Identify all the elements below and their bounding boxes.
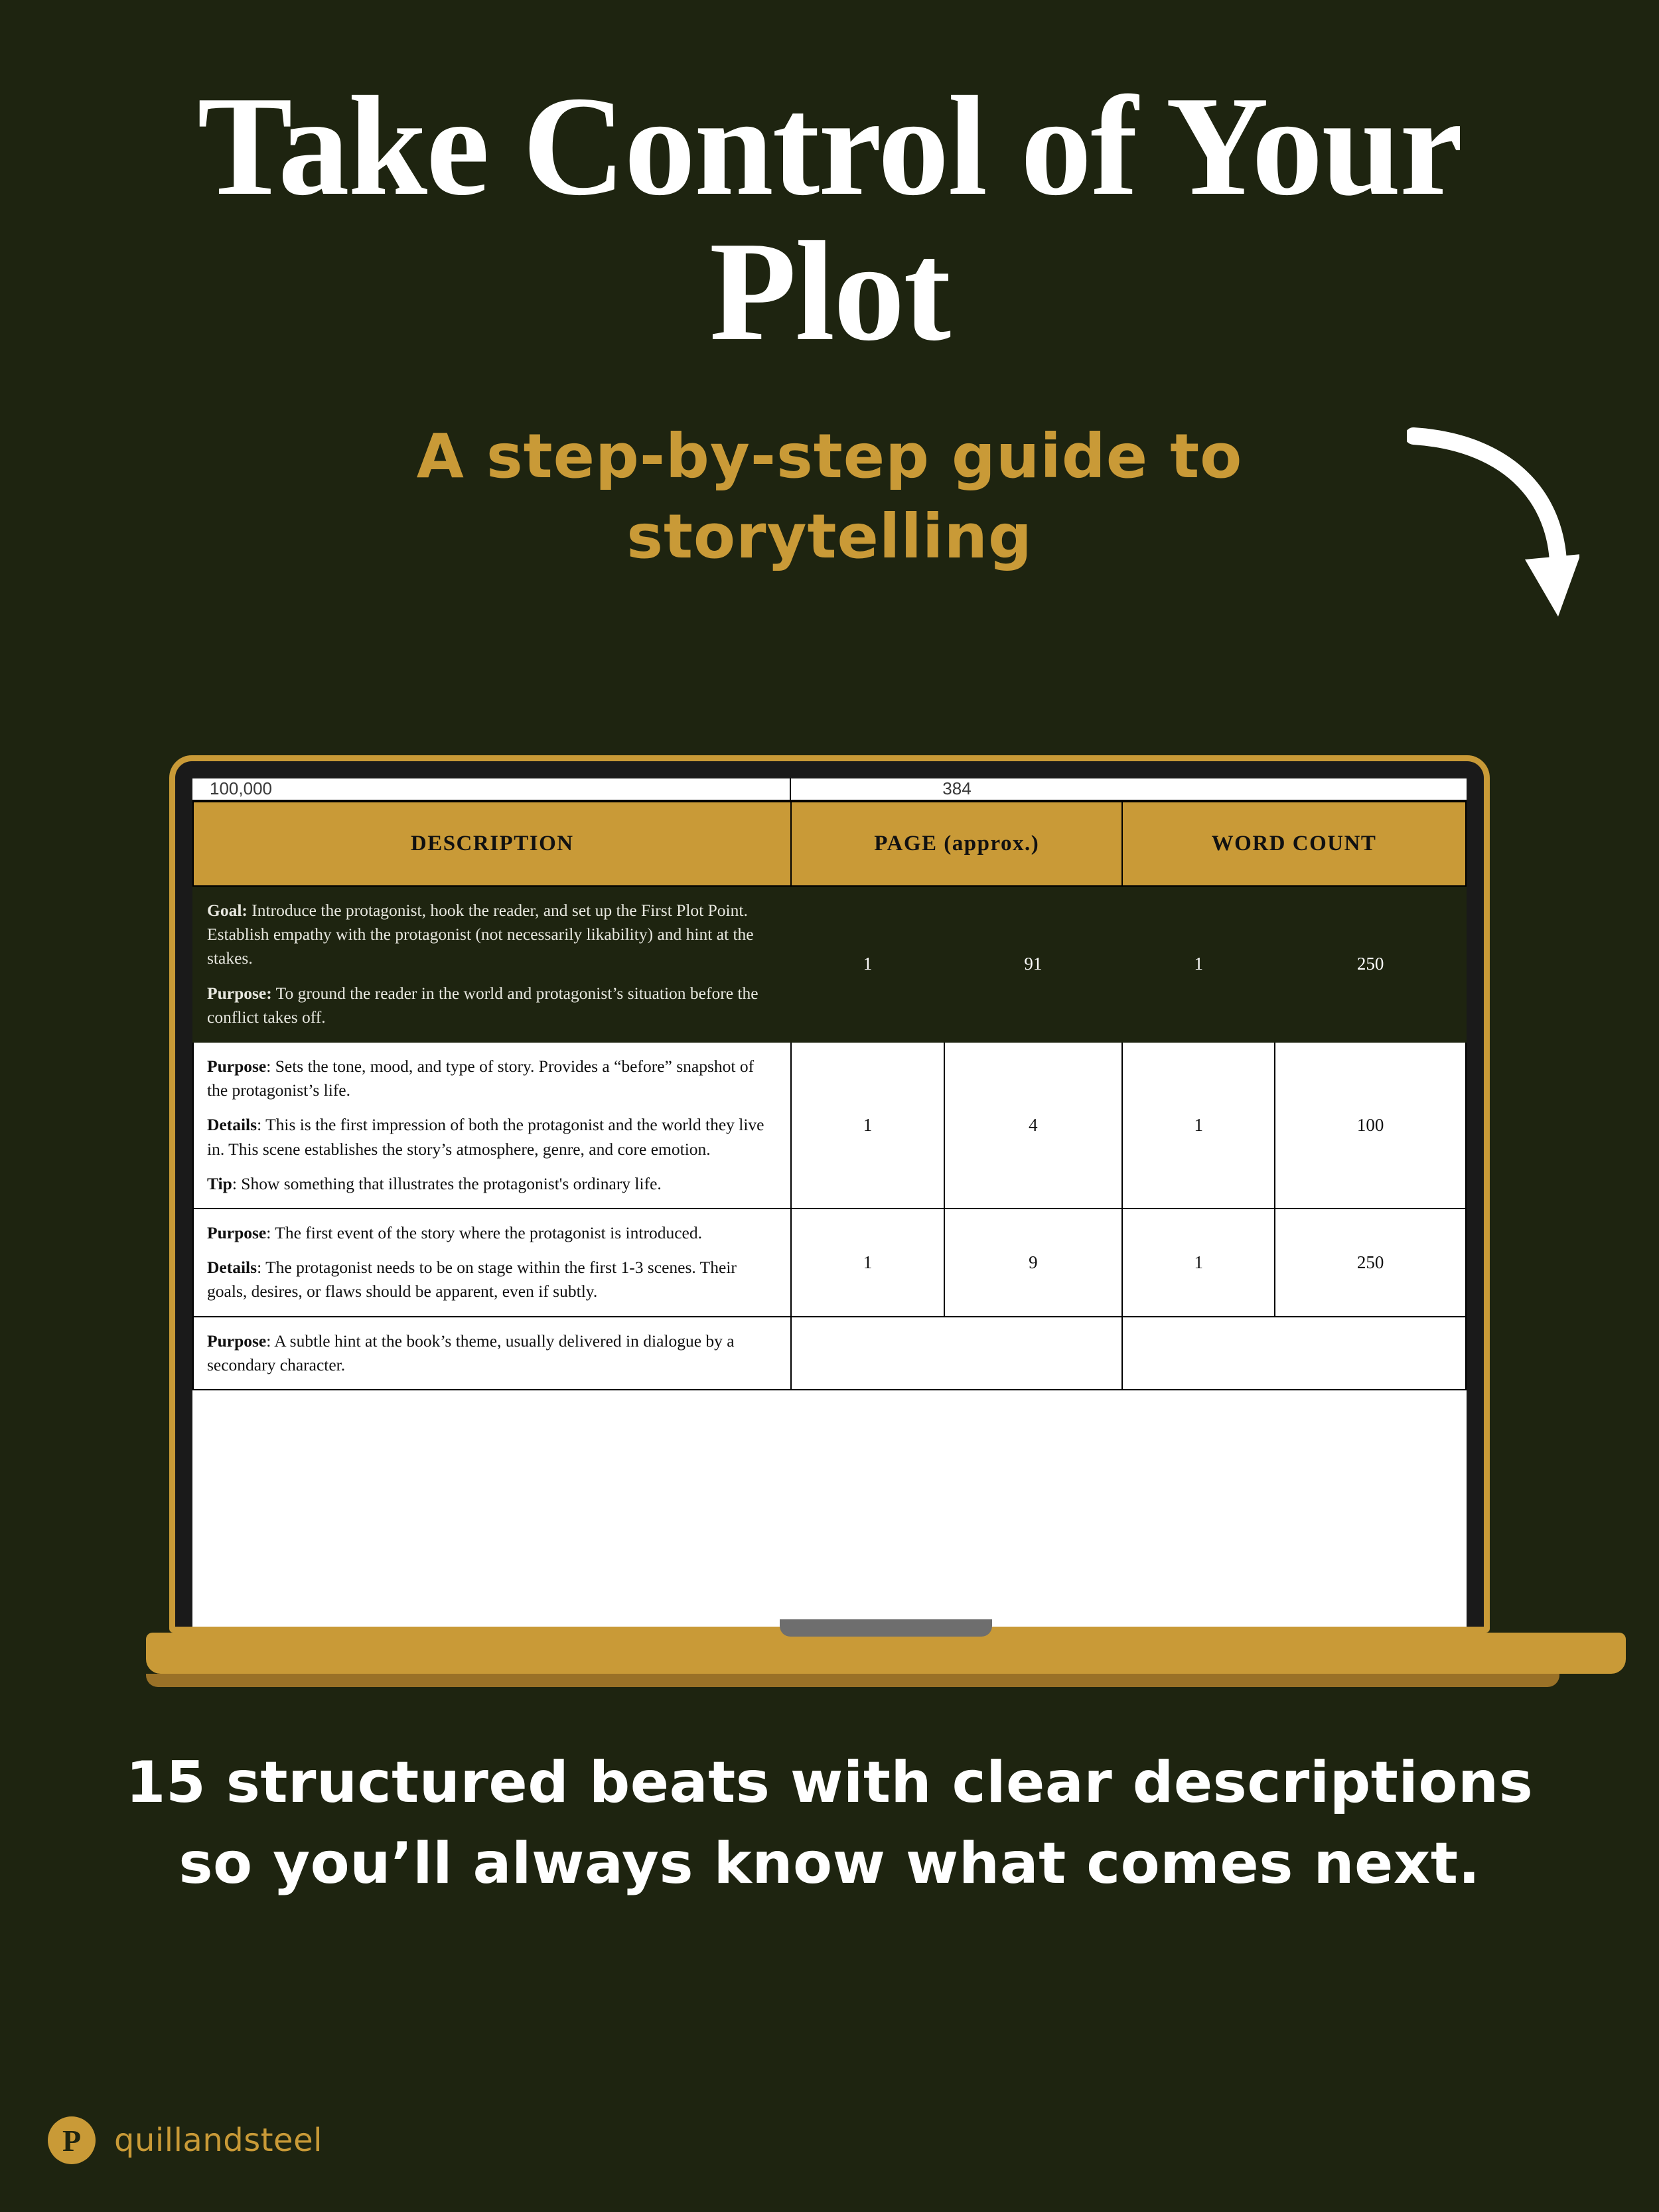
- desc-block: [207, 1113, 777, 1161]
- desc-label: Goal:: [207, 901, 248, 920]
- column-header-word-count[interactable]: WORD COUNT: [1122, 802, 1466, 886]
- cell-page-from: 1: [791, 1042, 944, 1209]
- cell-words-from: 1: [1122, 1042, 1275, 1209]
- sheet-top-strip: [192, 778, 1467, 801]
- desc-text: : A subtle hint at the book’s theme, usually delivered in dialogue by a secondary character.: [207, 1331, 735, 1374]
- desc-label: Details: [207, 1258, 257, 1278]
- desc-text: : The protagonist needs to be on stage within the first 1-3 scenes. Their goals, desires, or flaws should be apparent, even if subtly.: [207, 1258, 737, 1301]
- desc-text: : Show something that illustrates the protagonist's ordinary life.: [232, 1173, 662, 1193]
- cell-page-to: 4: [944, 1042, 1123, 1209]
- desc-label: Purpose: [207, 1223, 267, 1243]
- desc-label: Details: [207, 1115, 257, 1135]
- desc-text: : The first event of the story where the protagonist is introduced.: [266, 1223, 702, 1243]
- column-header-description[interactable]: DESCRIPTION: [193, 802, 791, 886]
- desc-label: Purpose: [207, 1057, 267, 1076]
- brand-footer[interactable]: [48, 2116, 323, 2164]
- laptop-mockup: [146, 755, 1513, 1687]
- table-row: [193, 886, 1466, 1042]
- table-row: [193, 1209, 1466, 1317]
- curved-arrow-icon: [1407, 423, 1579, 642]
- cell-description: [193, 1317, 791, 1390]
- cell-words-from: 1: [1122, 886, 1275, 1042]
- cell-description: [193, 1209, 791, 1317]
- top-strip-left: 100,000: [192, 778, 791, 800]
- cell-description: [193, 1042, 791, 1209]
- laptop-trackpad-notch: [780, 1619, 992, 1637]
- top-strip-right: [1123, 778, 1467, 800]
- cell-words-to: 250: [1275, 1209, 1466, 1317]
- desc-block: [207, 1172, 777, 1196]
- beat-sheet-table: [192, 801, 1467, 1390]
- desc-block: [207, 1221, 777, 1245]
- cell-words-from: 1: [1122, 1209, 1275, 1317]
- desc-block: [207, 1256, 777, 1303]
- cell-page-to: 91: [944, 886, 1123, 1042]
- cell-page: [791, 1317, 1122, 1390]
- cell-words-to: 100: [1275, 1042, 1466, 1209]
- subhead-block: [0, 416, 1659, 577]
- top-strip-middle: 384: [942, 778, 972, 798]
- cell-words-to: 250: [1275, 886, 1466, 1042]
- desc-label: Purpose: [207, 1331, 267, 1351]
- desc-label: Purpose:: [207, 983, 272, 1003]
- desc-block: [207, 899, 777, 971]
- cell-page-from: 1: [791, 886, 944, 1042]
- column-header-page[interactable]: PAGE (approx.): [791, 802, 1122, 886]
- laptop-foot: [146, 1674, 1559, 1687]
- desc-block: [207, 982, 777, 1029]
- brand-handle: quillandsteel: [114, 2122, 323, 2159]
- laptop-lid: [169, 755, 1490, 1633]
- cell-page-to: 9: [944, 1209, 1123, 1317]
- cell-page-from: 1: [791, 1209, 944, 1317]
- desc-text: To ground the reader in the world and protagonist’s situation before the conflict takes off.: [207, 983, 758, 1027]
- table-header-row: [193, 802, 1466, 886]
- table-row: [193, 1042, 1466, 1209]
- cell-words: [1122, 1317, 1466, 1390]
- desc-text: : This is the first impression of both the protagonist and the world they live in. This scene establishes the story’s atmosphere, genre, and core emotion.: [207, 1115, 764, 1159]
- laptop-base: [146, 1633, 1626, 1674]
- laptop-screen: [192, 778, 1467, 1627]
- desc-block: [207, 1055, 777, 1102]
- desc-text: : Sets the tone, mood, and type of story. Provides a “before” snapshot of the protagonist’s life.: [207, 1057, 755, 1100]
- table-row: [193, 1317, 1466, 1390]
- cell-description: [193, 886, 791, 1042]
- desc-label: Tip: [207, 1173, 232, 1193]
- page-title: Take Control of Your Plot: [197, 66, 1462, 371]
- subtitle: A step-by-step guide to storytelling: [416, 420, 1243, 573]
- caption-text: 15 structured beats with clear descriptions so you’ll always know what comes next.: [125, 1749, 1534, 1897]
- pinterest-icon: P: [48, 2116, 96, 2164]
- desc-text: Introduce the protagonist, hook the reader, and set up the First Plot Point. Establish empathy with the protagonist (not necessarily likability) and hint at the stakes.: [207, 901, 754, 968]
- desc-block: [207, 1329, 777, 1377]
